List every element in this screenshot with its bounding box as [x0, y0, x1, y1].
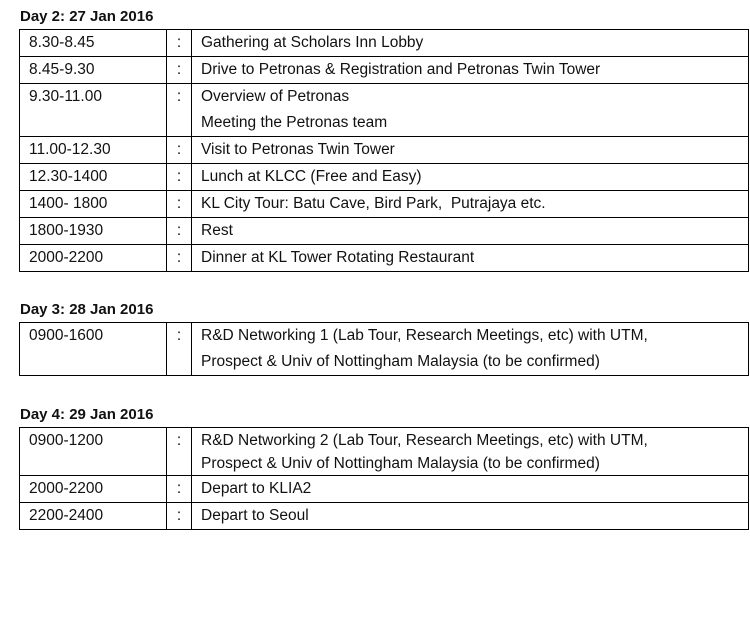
time-cell: 0900-1600 — [20, 323, 167, 376]
activity-cell — [192, 57, 749, 84]
table-row — [20, 476, 749, 503]
activity-text: Overview of Petronas — [201, 88, 350, 105]
separator-cell: : — [167, 428, 192, 476]
activity-cell — [192, 191, 749, 218]
time-cell: 11.00-12.30 — [20, 137, 167, 164]
activity-cell — [192, 84, 749, 137]
time-cell: 2000-2200 — [20, 245, 167, 272]
schedule-table — [19, 29, 749, 272]
day-4-section — [19, 406, 749, 530]
activity-cell — [192, 30, 749, 57]
day-2-section — [19, 8, 749, 272]
separator-cell: : — [167, 323, 192, 376]
activity-text: R&D Networking 1 (Lab Tour, Research Meetings, etc) with UTM, — [201, 327, 648, 344]
table-row — [20, 57, 749, 84]
activity-text: Depart to Seoul — [201, 507, 309, 524]
activity-cell — [192, 323, 749, 376]
time-cell: 8.30-8.45 — [20, 30, 167, 57]
table-row — [20, 137, 749, 164]
time-cell: 2200-2400 — [20, 503, 167, 530]
activity-cell — [192, 503, 749, 530]
activity-text: Gathering at Scholars Inn Lobby — [201, 34, 424, 51]
table-row — [20, 84, 749, 137]
table-row — [20, 30, 749, 57]
activity-text: Depart to KLIA2 — [201, 480, 312, 497]
separator-cell: : — [167, 245, 192, 272]
table-row — [20, 503, 749, 530]
separator-cell: : — [167, 503, 192, 530]
time-cell: 8.45-9.30 — [20, 57, 167, 84]
time-cell: 0900-1200 — [20, 428, 167, 476]
activity-cell — [192, 218, 749, 245]
activity-text: Meeting the Petronas team — [201, 114, 388, 131]
separator-cell: : — [167, 137, 192, 164]
activity-text: R&D Networking 2 (Lab Tour, Research Meetings, etc) with UTM, — [201, 432, 648, 449]
table-row — [20, 218, 749, 245]
table-row — [20, 428, 749, 476]
activity-text: Visit to Petronas Twin Tower — [201, 141, 395, 158]
activity-cell — [192, 137, 749, 164]
day-heading: Day 4: 29 Jan 2016 — [20, 406, 154, 423]
separator-cell: : — [167, 84, 192, 137]
activity-text: Drive to Petronas & Registration and Petronas Twin Tower — [201, 61, 601, 78]
activity-text: Dinner at KL Tower Rotating Restaurant — [201, 249, 475, 266]
schedule-table — [19, 322, 749, 376]
separator-cell: : — [167, 218, 192, 245]
day-3-section — [19, 301, 749, 376]
separator-cell: : — [167, 476, 192, 503]
day-heading: Day 2: 27 Jan 2016 — [20, 8, 154, 25]
activity-cell — [192, 245, 749, 272]
activity-text: KL City Tour: Batu Cave, Bird Park, Putrajaya etc. — [201, 195, 546, 212]
time-cell: 1400- 1800 — [20, 191, 167, 218]
time-cell: 2000-2200 — [20, 476, 167, 503]
table-row — [20, 164, 749, 191]
separator-cell: : — [167, 191, 192, 218]
table-row — [20, 245, 749, 272]
time-cell: 9.30-11.00 — [20, 84, 167, 137]
table-row — [20, 191, 749, 218]
separator-cell: : — [167, 30, 192, 57]
separator-cell: : — [167, 164, 192, 191]
activity-text: Lunch at KLCC (Free and Easy) — [201, 168, 422, 185]
separator-cell: : — [167, 57, 192, 84]
activity-cell — [192, 164, 749, 191]
day-heading: Day 3: 28 Jan 2016 — [20, 301, 154, 318]
activity-cell — [192, 476, 749, 503]
time-cell: 1800-1930 — [20, 218, 167, 245]
activity-text: Prospect & Univ of Nottingham Malaysia (to be confirmed) — [201, 353, 600, 370]
table-row — [20, 323, 749, 376]
activity-text: Prospect & Univ of Nottingham Malaysia (to be confirmed) — [201, 455, 600, 472]
activity-cell — [192, 428, 749, 476]
time-cell: 12.30-1400 — [20, 164, 167, 191]
activity-text: Rest — [201, 222, 233, 239]
schedule-table — [19, 427, 749, 530]
